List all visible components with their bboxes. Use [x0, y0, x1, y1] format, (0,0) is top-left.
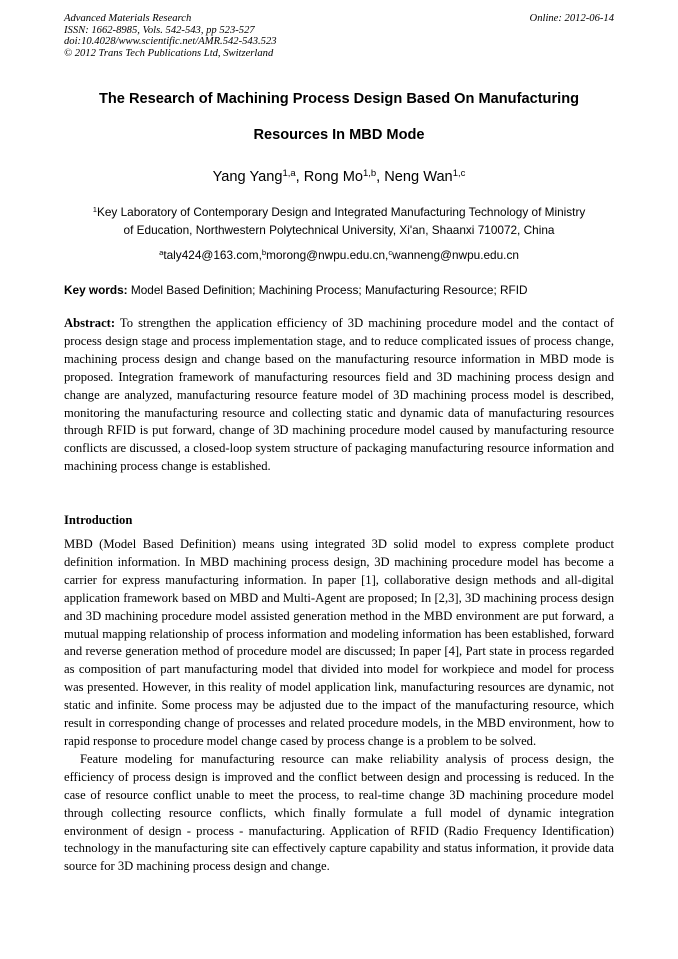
author-name: Rong Mo — [303, 169, 363, 185]
author-name: Neng Wan — [384, 169, 453, 185]
author-superscript: 1,b — [362, 167, 377, 179]
section-heading-introduction: Introduction — [64, 513, 133, 527]
author-list: Yang Yang$^{1,a}$, Rong Mo$^{1,b}$, Neng Wan$^{1,c}$ — [212, 167, 466, 185]
introduction-body — [64, 536, 614, 876]
email-link[interactable]: taly424@163.com, — [163, 248, 262, 262]
paragraph: MBD (Model Based Definition) means using integrated 3D solid model to express complete product definition information. In MBD machining process design, 3D machining procedure model has become a carrier for express manufacturing information. In paper [1], collaborative design methods and all-digital application framework based on MBD and Multi-Agent are proposed; In [2,3], 3D machining process design and 3D machining procedure model assisted generation method in the MBD environment are put forward, a mutual mapping relationship of process information and modeling information has been established, forward and reverse generation method of procedure model are discussed; In paper [4], Part state in process regarded as composition of part manufacturing model that divided into model for workpiece and model for process was presented. However, in this reality of model application link, manufacturing resources are dynamic, not static and infinite. Some process may be adjusted due to the impact of the manufacturing resource, which result in corresponding change of processes and related procedure models, in the MBD environment, how to rapid response to procedure model change cased by process change is a problem to be solved. — [64, 537, 614, 748]
author-superscript: 1,a — [282, 167, 296, 179]
paper-title-line-1: The Research of Machining Process Design Based On Manufacturing — [98, 91, 580, 107]
email-list — [40, 246, 638, 264]
email-link[interactable]: wanneng@nwpu.edu.cn — [392, 248, 519, 262]
email-superscript: b — [261, 247, 267, 257]
keywords-text: Model Based Definition; Machining Process; Manufacturing Resource; RFID — [127, 283, 528, 297]
affiliation-line-2: of Education, Northwestern Polytechnical University, Xi'an, Shaanxi 710072, China — [123, 223, 555, 237]
online-date: Online: 2012-06-14 — [529, 13, 614, 24]
email-link[interactable]: morong@nwpu.edu.cn, — [266, 248, 389, 262]
author-name: Yang Yang — [212, 169, 283, 185]
abstract — [64, 315, 614, 476]
email-superscript: a — [159, 247, 164, 257]
affiliation-superscript: 1 — [92, 204, 97, 214]
abstract-label: Abstract: — [64, 316, 116, 330]
affiliation-line-1 — [40, 203, 638, 221]
issn-line: ISSN: 1662-8985, Vols. 542-543, pp 523-527 — [64, 24, 255, 36]
paper-title-line-2: Resources In MBD Mode — [253, 127, 425, 143]
keywords — [64, 283, 624, 297]
doi-line: doi:10.4028/www.scientific.net/AMR.542-543.523 — [64, 36, 277, 48]
affiliation-text: Key Laboratory of Contemporary Design and Integrated Manufacturing Technology of Ministry — [96, 205, 586, 219]
journal-name: Advanced Materials Research — [64, 13, 192, 24]
paragraph: Feature modeling for manufacturing resource can make reliability analysis of process design, the efficiency of process design is improved and the conflict between design and processing is reduced. In the case of resource conflict unable to meet the process, to real-time change 3D machining procedure model through collecting resource conflicts, which finally formulate a full model of dynamic integration environment of design - process - manufacturing. Application of RFID (Radio Frequency Identification) technology in the manufacturing site can effectively capture capability and status information, it provide data source for 3D machining process design and change. — [64, 751, 614, 874]
keywords-label: Key words: — [64, 283, 128, 297]
email-superscript: c — [388, 247, 393, 257]
abstract-text: To strengthen the application efficiency of 3D machining procedure model and the contact of process design stage and process implementation stage, and to reduce complicated issues of process change, machining process design and change based on the manufacturing resource information in MBD mode is proposed. Integration framework of manufacturing resources field and 3D machining process design and change are analyzed, manufacturing resource feature model of 3D machining process model is described, monitoring the manufacturing resource and collecting static and dynamic data of manufacturing resources through RFID is put forward, change of 3D machining procedure model caused by manufacturing resource conflicts are discussed, a closed-loop system structure of packaging manufacturing resource information and machining process change is established. — [64, 316, 614, 474]
copyright-line: © 2012 Trans Tech Publications Ltd, Switzerland — [64, 47, 274, 59]
author-superscript: 1,c — [452, 167, 466, 179]
journal-header — [64, 13, 277, 59]
